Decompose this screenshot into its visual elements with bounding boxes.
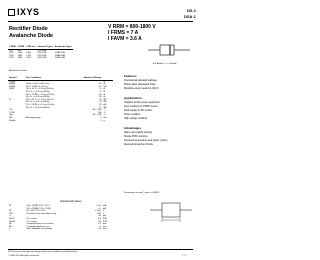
table-cell: kW [103, 85, 107, 88]
types-table [8, 46, 73, 60]
table-cell: rT [9, 215, 11, 218]
applications-title: Applications [124, 96, 143, 100]
table-cell: IF = 9 A; TVJ = 25°C [26, 210, 46, 213]
table-cell: TVJ = TVJM; t = 10 ms (50 Hz) [25, 103, 55, 106]
types-header-cell: Avalanche Types [54, 46, 72, 48]
table-cell: m/s² [102, 228, 107, 231]
table-cell: Weight [9, 119, 16, 122]
dimensions-caption: Dimensions in mm (1 mm = 0.0394") [124, 192, 160, 194]
advantages-title: Advantages [124, 126, 142, 130]
table-cell: VT0 [9, 212, 13, 215]
table-cell: mA [102, 207, 107, 210]
table-cell: i²t [9, 98, 11, 101]
table-cell: 1200 [17, 52, 23, 55]
table-cell: A²s [103, 98, 107, 101]
table-cell: 1800 [17, 57, 23, 60]
table-cell: 900 [9, 49, 13, 52]
package-dimension-drawing-icon [148, 197, 194, 223]
table-cell: DSA2-12A [54, 52, 65, 55]
table-cell: 5.4 [98, 217, 101, 220]
characteristic-table [8, 205, 113, 231]
table-cell: dS [9, 223, 12, 226]
features-item: Planar glass passivated chips [124, 83, 156, 86]
table-cell: ≤ 1 [98, 207, 101, 210]
table-cell: VR = VRRM; TVJ = 25°C [26, 205, 50, 207]
types-note: * Avalanche Diodes [8, 70, 27, 72]
table-cell: A [103, 80, 105, 83]
table-cell: VR = 0; t = 8.3 ms (60 Hz) [25, 106, 50, 109]
table-cell: A [103, 93, 105, 96]
table-cell: 0.85 [96, 212, 101, 215]
table-cell: K/W [102, 217, 107, 220]
table-cell: mm [102, 225, 107, 228]
table-cell: a [9, 228, 11, 231]
table-cell: TVJM [9, 111, 15, 114]
table-row [8, 57, 73, 60]
table-cell: 17 [99, 106, 102, 109]
ratings-header-cell: Test Conditions [25, 77, 82, 80]
table-cell: 1700 [26, 54, 31, 57]
table-cell: 1600 [17, 54, 23, 57]
table-row [8, 120, 113, 123]
table-cell: 7 [100, 80, 102, 83]
page-number: 1 - 2 [182, 255, 187, 257]
table-cell: 60 [98, 215, 101, 218]
types-header-cell: V BR min [26, 46, 36, 48]
table-cell: 3.6 [98, 83, 102, 86]
table-cell: VR = 0; t = 8.3 ms (60 Hz) [25, 90, 50, 93]
ratings-header-cell: Maximum Ratings [83, 77, 102, 79]
table-cell: DS2-18A [37, 57, 46, 60]
spec-ifavm: I FAVM = 3.6 A [108, 36, 142, 42]
table-cell: DC current [26, 217, 37, 220]
table-cell: IR [9, 205, 12, 207]
table-cell: K/W [102, 220, 107, 223]
table-cell: A²s [103, 101, 107, 104]
table-cell: For power-loss calculations only [26, 212, 57, 215]
table-cell: mm [102, 223, 107, 226]
table-cell: PRSM [9, 85, 16, 88]
table-cell: A²s [103, 106, 107, 109]
table-cell: 36 [98, 220, 101, 223]
table-cell: DSA2-18A [54, 57, 65, 60]
table-cell: °C [103, 114, 106, 117]
features-item: Moulding epoxy meets UL 94V-0 [124, 87, 159, 90]
table-cell: IFSM [9, 88, 14, 91]
applications-item: Field supply for DC motors [124, 109, 153, 112]
table-cell: -40...+180 [92, 114, 102, 117]
features-title: Features [124, 74, 137, 78]
table-cell: IFRMS [9, 80, 16, 83]
table-cell: 1900 [26, 57, 31, 60]
table-cell: V [102, 210, 105, 213]
table-cell: VR = VRRM; TVJ = TVJM [26, 207, 51, 210]
table-cell: 50 [98, 228, 101, 231]
table-cell: DS2-12A [37, 52, 46, 55]
spec-ifrms: I FRMS = 7 A [108, 30, 139, 36]
table-cell: TVJ [9, 109, 13, 112]
table-cell: mΩ [102, 215, 107, 218]
table-cell: ≤ 0.3 [96, 205, 101, 207]
table-cell: DS2-08A [37, 49, 46, 52]
table-cell: Tstg [9, 114, 13, 117]
ratings-header-cell: Symbol [8, 77, 25, 80]
features-item: International standard package [124, 79, 157, 82]
advantages-item: Improved temperature and power cycling [124, 139, 168, 142]
table-cell: 4.2 [98, 223, 101, 226]
header-divider [8, 21, 193, 22]
table-cell: Md [9, 116, 12, 119]
char-table-title: Characteristic Values [60, 201, 82, 203]
table-cell: TVJ = 45°C; t = 10 ms (50 Hz) [25, 98, 54, 101]
table-cell: mA [102, 205, 107, 207]
table-cell: RthJA [9, 220, 15, 223]
spec-vrrm: V RRM = 800-1800 V [108, 24, 156, 30]
table-cell: A²s [103, 103, 107, 106]
table-cell: VF [9, 210, 12, 213]
table-cell: DS2-16A [37, 54, 46, 57]
table-cell: 18 [99, 103, 102, 106]
table-cell: 1700 [9, 54, 14, 57]
table-cell: VR = 0; t = 8.3 ms (60 Hz) [25, 101, 50, 104]
table-cell: 1900 [9, 57, 14, 60]
advantages-item: Space and weight savings [124, 131, 152, 134]
table-cell: 70 [99, 88, 102, 91]
table-cell: DC current [26, 220, 37, 223]
table-cell: 23 [99, 101, 102, 104]
table-cell: TVJ = TVJM; tp = 10 μs [25, 85, 48, 88]
ratings-table [8, 77, 113, 122]
table-cell: g [103, 119, 105, 122]
table-cell: ≤ 1.64 [95, 210, 101, 213]
table-cell: 60 [99, 93, 102, 96]
table-cell: IFAVM [9, 83, 16, 86]
brand-logo-text: IXYS [17, 7, 40, 17]
applications-item: Input rectifiers for PWM inverter [124, 105, 158, 108]
table-cell: 2 [100, 116, 102, 119]
applications-item: Supplies for DC power equipment [124, 101, 160, 104]
table-cell: 180 [98, 111, 102, 114]
table-cell: °C [103, 111, 106, 114]
footer-disclaimer: IXYS reserves the right to change limits, test conditions and dimensions [8, 251, 78, 253]
table-cell: Creeping distance on surface [26, 223, 54, 226]
table-cell: A [103, 88, 105, 91]
types-header-cell: Standard Types [37, 46, 53, 48]
table-cell: VR = 0; t = 8.3 ms (60 Hz) [25, 96, 50, 99]
table-cell: °C [103, 109, 106, 112]
table-cell: 65 [99, 96, 102, 99]
types-header-cell: V RRM [17, 46, 25, 48]
table-cell: RthJC [9, 217, 15, 220]
part-number-secondary: DSA 2 [184, 14, 196, 19]
table-cell: Max. allowable acceleration [26, 228, 53, 231]
table-cell: 3.2 [98, 85, 102, 88]
table-cell: Mounting torque [25, 116, 41, 119]
table-cell: 1300 [26, 52, 31, 55]
table-cell: TVJ = TVJM; t = 10 ms (50 Hz) [25, 93, 55, 96]
page-title-line1: Rectifier Diode [9, 26, 48, 32]
ixys-logo-icon [8, 9, 15, 16]
table-cell: 4 [99, 225, 101, 228]
table-cell: Nm [103, 116, 107, 119]
table-cell: -40...+180 [92, 109, 102, 112]
table-cell: Tcase = 100°C; 180° sine [25, 83, 50, 86]
applications-item: Power supplies [124, 113, 141, 116]
table-cell: 1300 [9, 52, 14, 55]
table-cell: 75 [99, 90, 102, 93]
advantages-item: Reduced protection circuits [124, 143, 153, 146]
symbol-legend: A = Anode, C = Cathode [153, 63, 177, 65]
advantages-item: Simple PCB mounting [124, 135, 148, 138]
types-header-cell: V RSM [9, 46, 16, 48]
footer-copyright: © 2000 IXYS All rights reserved [8, 255, 39, 257]
table-cell: 4 [100, 119, 102, 122]
table-cell: A [103, 83, 105, 86]
table-cell: 25 [99, 98, 102, 101]
diode-package-icon [148, 42, 190, 58]
page-title-line2: Avalanche Diode [9, 33, 54, 39]
table-cell: TVJ = 45°C; t = 10 ms (50 Hz) [25, 88, 54, 91]
table-cell: Creepage distance in air [26, 225, 50, 228]
table-cell: dA [9, 225, 12, 228]
table-cell: V [102, 212, 105, 215]
table-cell: A [103, 96, 105, 99]
applications-item: High voltage rectifiers [124, 117, 147, 120]
table-cell [25, 120, 82, 123]
table-row [8, 228, 113, 231]
footer-divider [8, 249, 193, 250]
table-cell: 800 [17, 49, 22, 52]
table-cell: DSA2-16A [54, 54, 65, 57]
part-number-primary: DS 2 [187, 8, 196, 13]
table-cell: A [103, 90, 105, 93]
